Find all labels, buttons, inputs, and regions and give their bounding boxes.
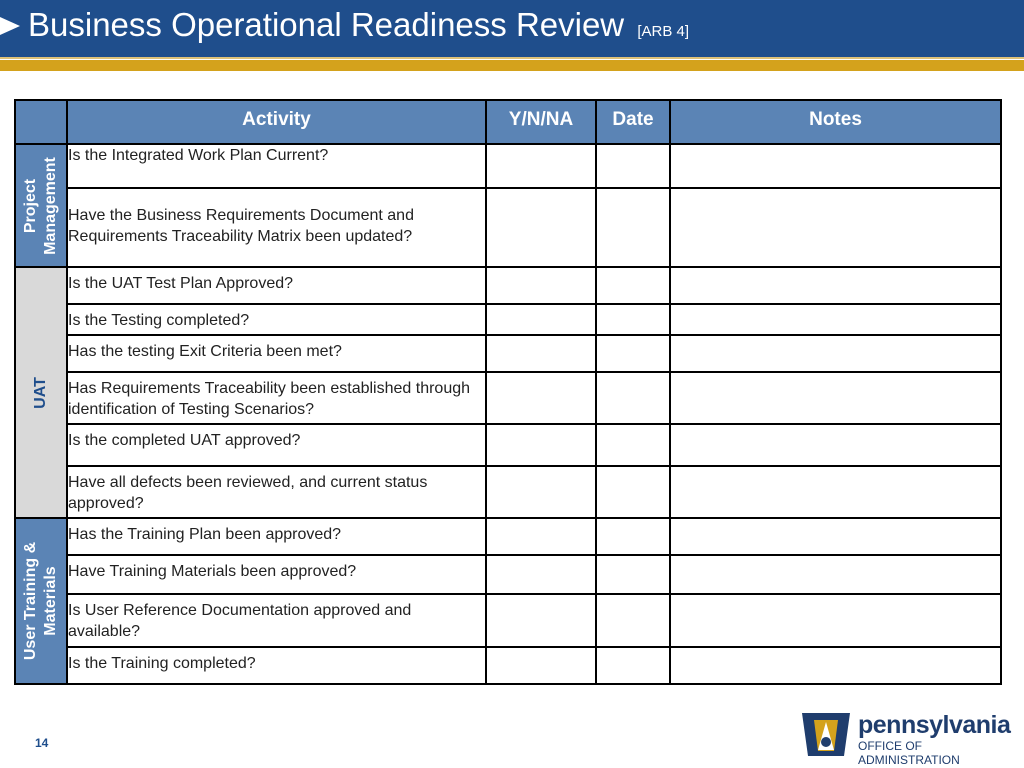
table-row <box>15 555 1001 594</box>
activity-cell: Has the Training Plan been approved? <box>67 518 486 555</box>
date-cell[interactable] <box>596 594 670 647</box>
slide-title-text: Business Operational Readiness Review <box>28 6 625 43</box>
date-cell[interactable] <box>596 144 670 188</box>
review-table <box>14 99 1002 685</box>
arb-tag: [ARB 4] <box>637 23 690 40</box>
ynna-cell[interactable] <box>486 144 596 188</box>
title-bar <box>0 0 1024 57</box>
notes-cell[interactable] <box>670 466 1001 518</box>
table-row <box>15 594 1001 647</box>
table-row <box>15 647 1001 684</box>
activity-cell: Is the Testing completed? <box>67 304 486 335</box>
ynna-cell[interactable] <box>486 267 596 304</box>
activity-cell: Is the completed UAT approved? <box>67 424 486 466</box>
date-cell[interactable] <box>596 518 670 555</box>
table-row <box>15 424 1001 466</box>
notes-cell[interactable] <box>670 304 1001 335</box>
date-cell[interactable] <box>596 335 670 372</box>
header-row <box>15 100 1001 144</box>
activity-cell: Has Requirements Traceability been established through identification of Testing Scenarios? <box>67 372 486 424</box>
date-cell[interactable] <box>596 555 670 594</box>
date-cell[interactable] <box>596 372 670 424</box>
notes-cell[interactable] <box>670 424 1001 466</box>
notes-cell[interactable] <box>670 647 1001 684</box>
ynna-cell[interactable] <box>486 647 596 684</box>
logo-subtitle: OFFICE OF ADMINISTRATION <box>858 739 960 767</box>
notes-cell[interactable] <box>670 518 1001 555</box>
activity-cell: Has the testing Exit Criteria been met? <box>67 335 486 372</box>
date-cell[interactable] <box>596 188 670 267</box>
category-project-management <box>15 144 67 267</box>
date-cell[interactable] <box>596 424 670 466</box>
column-header-activity: Activity <box>67 100 486 144</box>
ynna-cell[interactable] <box>486 466 596 518</box>
corner-cell <box>15 100 67 144</box>
table-row <box>15 518 1001 555</box>
ynna-cell[interactable] <box>486 188 596 267</box>
ynna-cell[interactable] <box>486 594 596 647</box>
page-number: 14 <box>35 736 49 750</box>
notes-cell[interactable] <box>670 594 1001 647</box>
date-cell[interactable] <box>596 304 670 335</box>
category-uat <box>15 267 67 518</box>
activity-cell: Have the Business Requirements Document and Requirements Traceability Matrix been updated? <box>67 188 486 267</box>
ynna-cell[interactable] <box>486 555 596 594</box>
gold-divider <box>0 60 1024 71</box>
column-header-notes: Notes <box>670 100 1001 144</box>
category-label: Project Management <box>22 156 59 255</box>
table-row <box>15 372 1001 424</box>
ynna-cell[interactable] <box>486 304 596 335</box>
category-user-training <box>15 518 67 684</box>
category-label: User Training & Materials <box>22 541 59 661</box>
column-header-date: Date <box>596 100 670 144</box>
notes-cell[interactable] <box>670 372 1001 424</box>
table-row <box>15 267 1001 304</box>
ynna-cell[interactable] <box>486 372 596 424</box>
notes-cell[interactable] <box>670 335 1001 372</box>
activity-cell: Is User Reference Documentation approved and available? <box>67 594 486 647</box>
logo-name: pennsylvania <box>858 711 1011 739</box>
table-row <box>15 304 1001 335</box>
date-cell[interactable] <box>596 647 670 684</box>
notes-cell[interactable] <box>670 188 1001 267</box>
notes-cell[interactable] <box>670 267 1001 304</box>
notes-cell[interactable] <box>670 144 1001 188</box>
activity-cell: Is the Training completed? <box>67 647 486 684</box>
notes-cell[interactable] <box>670 555 1001 594</box>
activity-cell: Have Training Materials been approved? <box>67 555 486 594</box>
activity-cell: Is the UAT Test Plan Approved? <box>67 267 486 304</box>
table-row <box>15 144 1001 188</box>
table-row <box>15 466 1001 518</box>
category-label: UAT <box>32 376 49 409</box>
bullet-arrow-icon <box>0 17 20 35</box>
date-cell[interactable] <box>596 466 670 518</box>
ynna-cell[interactable] <box>486 518 596 555</box>
table-row <box>15 335 1001 372</box>
date-cell[interactable] <box>596 267 670 304</box>
ynna-cell[interactable] <box>486 335 596 372</box>
table-row <box>15 188 1001 267</box>
ynna-cell[interactable] <box>486 424 596 466</box>
slide-title <box>28 6 689 44</box>
column-header-ynna: Y/N/NA <box>486 100 596 144</box>
activity-cell: Have all defects been reviewed, and current status approved? <box>67 466 486 518</box>
activity-cell: Is the Integrated Work Plan Current? <box>67 144 486 188</box>
